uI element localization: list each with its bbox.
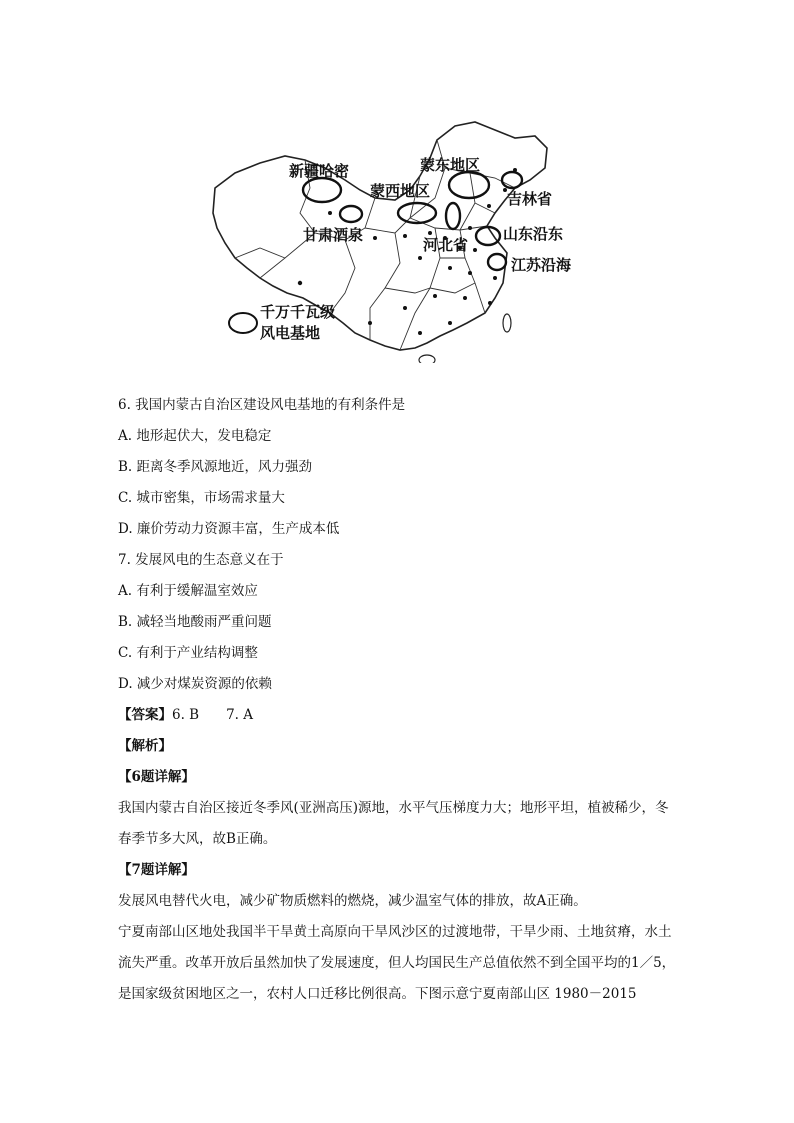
answer-text: 6. B 7. A xyxy=(172,707,254,723)
legend-line1: 千万千瓦级 xyxy=(260,303,336,321)
legend-line2: 风电基地 xyxy=(260,324,321,342)
label-jilin: 吉林省 xyxy=(507,190,553,208)
legend-oval-icon xyxy=(229,313,257,333)
q6-stem: 6. 我国内蒙古自治区建设风电基地的有利条件是 xyxy=(118,397,406,413)
q7-stem: 7. 发展风电的生态意义在于 xyxy=(118,552,284,568)
china-map-svg xyxy=(205,118,605,363)
oval-jiangsu xyxy=(488,254,506,270)
q6-option-a: A. 地形起伏大，发电稳定 xyxy=(118,428,272,444)
q7-detail-tag: 【7题详解】 xyxy=(118,862,195,878)
q7-option-d: D. 减少对煤炭资源的依赖 xyxy=(118,676,272,692)
oval-mengxi xyxy=(398,203,436,223)
oval-shandong xyxy=(476,227,500,245)
answer-line xyxy=(118,705,253,725)
label-mengdong: 蒙东地区 xyxy=(420,156,481,174)
q7-option-b: B. 减轻当地酸雨严重问题 xyxy=(118,614,272,630)
q6-detail-text: 我国内蒙古自治区接近冬季风(亚洲高压)源地，水平气压梯度力大；地形平坦，植被稀少，冬春季节多大风，故B正确。 xyxy=(118,800,669,847)
hainan-island xyxy=(419,355,435,363)
q6-option-c: C. 城市密集，市场需求量大 xyxy=(118,490,285,506)
q6-option-b: B. 距离冬季风源地近，风力强劲 xyxy=(118,459,313,475)
analysis-tag: 【解析】 xyxy=(118,738,172,754)
label-shandong: 山东沿东 xyxy=(503,225,564,243)
wind-power-base-map xyxy=(205,118,605,363)
oval-hami xyxy=(303,178,341,202)
q7-detail-text: 发展风电替代火电，减少矿物质燃料的燃烧，减少温室气体的排放，故A正确。 xyxy=(118,893,587,909)
label-mengxi: 蒙西地区 xyxy=(370,182,431,200)
oval-jilin xyxy=(502,172,522,188)
answer-tag: 【答案】 xyxy=(118,707,172,723)
label-jiangsu: 江苏沿海 xyxy=(511,256,572,274)
label-xinjiang-hami: 新疆哈密 xyxy=(289,162,350,180)
q7-option-c: C. 有利于产业结构调整 xyxy=(118,645,258,661)
oval-mengdong xyxy=(449,172,489,198)
oval-jiuquan xyxy=(340,206,362,222)
q7-option-a: A. 有利于缓解温室效应 xyxy=(118,583,258,599)
label-hebei: 河北省 xyxy=(423,236,469,254)
taiwan-island xyxy=(503,314,511,332)
q6-option-d: D. 廉价劳动力资源丰富，生产成本低 xyxy=(118,521,340,537)
label-gansu-jiuquan: 甘肃酒泉 xyxy=(303,226,364,244)
next-passage: 宁夏南部山区地处我国半干旱黄土高原向干旱风沙区的过渡地带，干旱少雨、土地贫瘠，水土流失严重。改革开放后虽然加快了发展速度，但人均国民生产总值依然不到全国平均的1／5，是国家级贫困地区之一，农村人口迁移比例很高。下图示意宁夏南部山区 1980－2015 xyxy=(118,924,676,1002)
q6-detail-tag: 【6题详解】 xyxy=(118,769,195,785)
oval-hebei xyxy=(446,203,460,229)
